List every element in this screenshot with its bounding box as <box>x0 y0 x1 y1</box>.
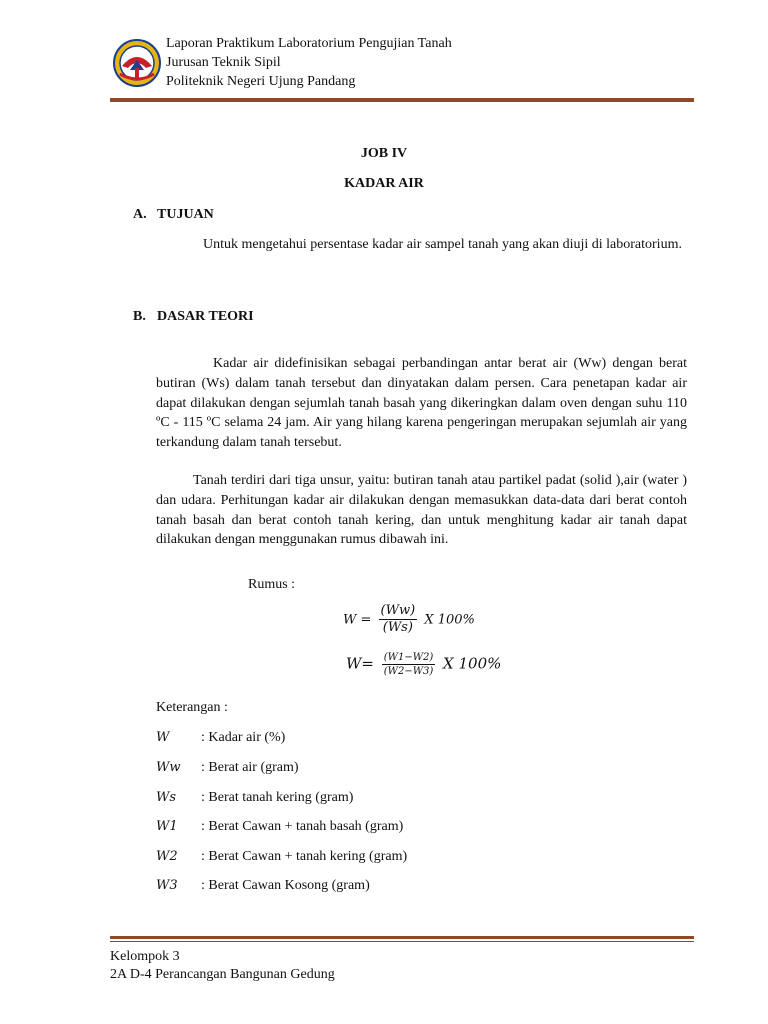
legend-symbol: Ws <box>156 790 177 805</box>
footer-rule-thick <box>110 936 694 939</box>
formula-1-denominator: (Ws) <box>382 620 413 636</box>
legend-symbol: W2 <box>156 849 178 864</box>
formula-1-fraction <box>379 604 418 636</box>
formula-1-numerator: (Ww) <box>379 604 418 620</box>
footer-rule-thin <box>110 941 694 942</box>
section-a-heading <box>133 207 214 223</box>
legend-description: : Berat Cawan Kosong (gram) <box>201 878 370 893</box>
legend-symbol: Ww <box>156 760 181 775</box>
section-b-heading <box>133 309 254 325</box>
legend-item <box>156 876 370 896</box>
legend-symbol: W <box>156 730 170 745</box>
legend-item <box>156 728 285 748</box>
formula-1-lhs: W = <box>343 612 372 628</box>
section-a-title: TUJUAN <box>157 207 214 222</box>
legend-symbol: W1 <box>156 819 178 834</box>
formula-2-numerator: (W1−W2) <box>383 652 434 663</box>
section-b-paragraph-2: Tanah terdiri dari tiga unsur, yaitu: butiran tanah atau partikel padat (solid ),air (water ) dan udara. Perhitungan kadar air dilakukan dengan memasukkan data-data dari berat contoh tanah basah dan berat contoh tanah kering, dan untuk menghitung kadar air tanah dapat dilakukan dengan menggunakan rumus dibawah ini. <box>156 473 687 548</box>
header-line-lab: Laporan Praktikum Laboratorium Pengujian Tanah <box>166 36 452 51</box>
legend-title: Keterangan : <box>156 700 228 715</box>
formula-2-rhs: X 100% <box>443 654 502 673</box>
section-a-text: Untuk mengetahui persentase kadar air sampel tanah yang akan diuji di laboratorium. <box>203 237 682 252</box>
legend-description: : Berat tanah kering (gram) <box>201 790 354 805</box>
footer-class: 2A D-4 Perancangan Bangunan Gedung <box>110 967 335 982</box>
legend-description: : Berat Cawan + tanah basah (gram) <box>201 819 404 834</box>
formula-2-denominator: (W2−W3) <box>383 666 434 677</box>
footer-group: Kelompok 3 <box>110 949 180 964</box>
formula-2-lhs: W= <box>346 654 374 673</box>
section-b-paragraph-1: Kadar air didefinisikan sebagai perbandingan antar berat air (Ww) dengan berat butiran (Ws) dalam tanah tersebut dan dinyatakan dalam persen. Cara penetapan kadar air dapat dilakukan dengan sejumlah tanah basah yang dikeringkan dalam oven dengan suhu 110 ºC - 115 ºC selama 24 jam. Air yang hilang karena pengeringan merupakan sejumlah air yang terkandung dalam tanah tersebut. <box>156 356 687 451</box>
institution-logo <box>112 38 162 88</box>
header-line-institution: Politeknik Negeri Ujung Pandang <box>166 74 356 89</box>
job-title: JOB IV <box>360 146 408 161</box>
legend-item <box>156 847 407 867</box>
section-a-number: A. <box>133 207 147 222</box>
legend-item <box>156 817 403 837</box>
legend-description: : Berat air (gram) <box>201 760 299 775</box>
institution-emblem-icon <box>112 38 162 88</box>
formula-2-fraction <box>382 652 435 677</box>
legend-description: : Kadar air (%) <box>201 730 286 745</box>
legend-item <box>156 758 299 778</box>
formula-1-rhs: X 100% <box>424 612 475 628</box>
header-line-department: Jurusan Teknik Sipil <box>166 55 281 70</box>
legend-description: : Berat Cawan + tanah kering (gram) <box>201 849 408 864</box>
legend-item <box>156 788 353 808</box>
section-b-title: DASAR TEORI <box>157 309 254 324</box>
formula-label: Rumus : <box>248 577 296 592</box>
legend-symbol: W3 <box>156 878 178 893</box>
section-b-number: B. <box>133 309 146 324</box>
header-rule <box>110 98 694 102</box>
formula-1 <box>343 604 475 636</box>
subject-title: KADAR AIR <box>344 176 424 191</box>
formula-2 <box>346 652 501 677</box>
